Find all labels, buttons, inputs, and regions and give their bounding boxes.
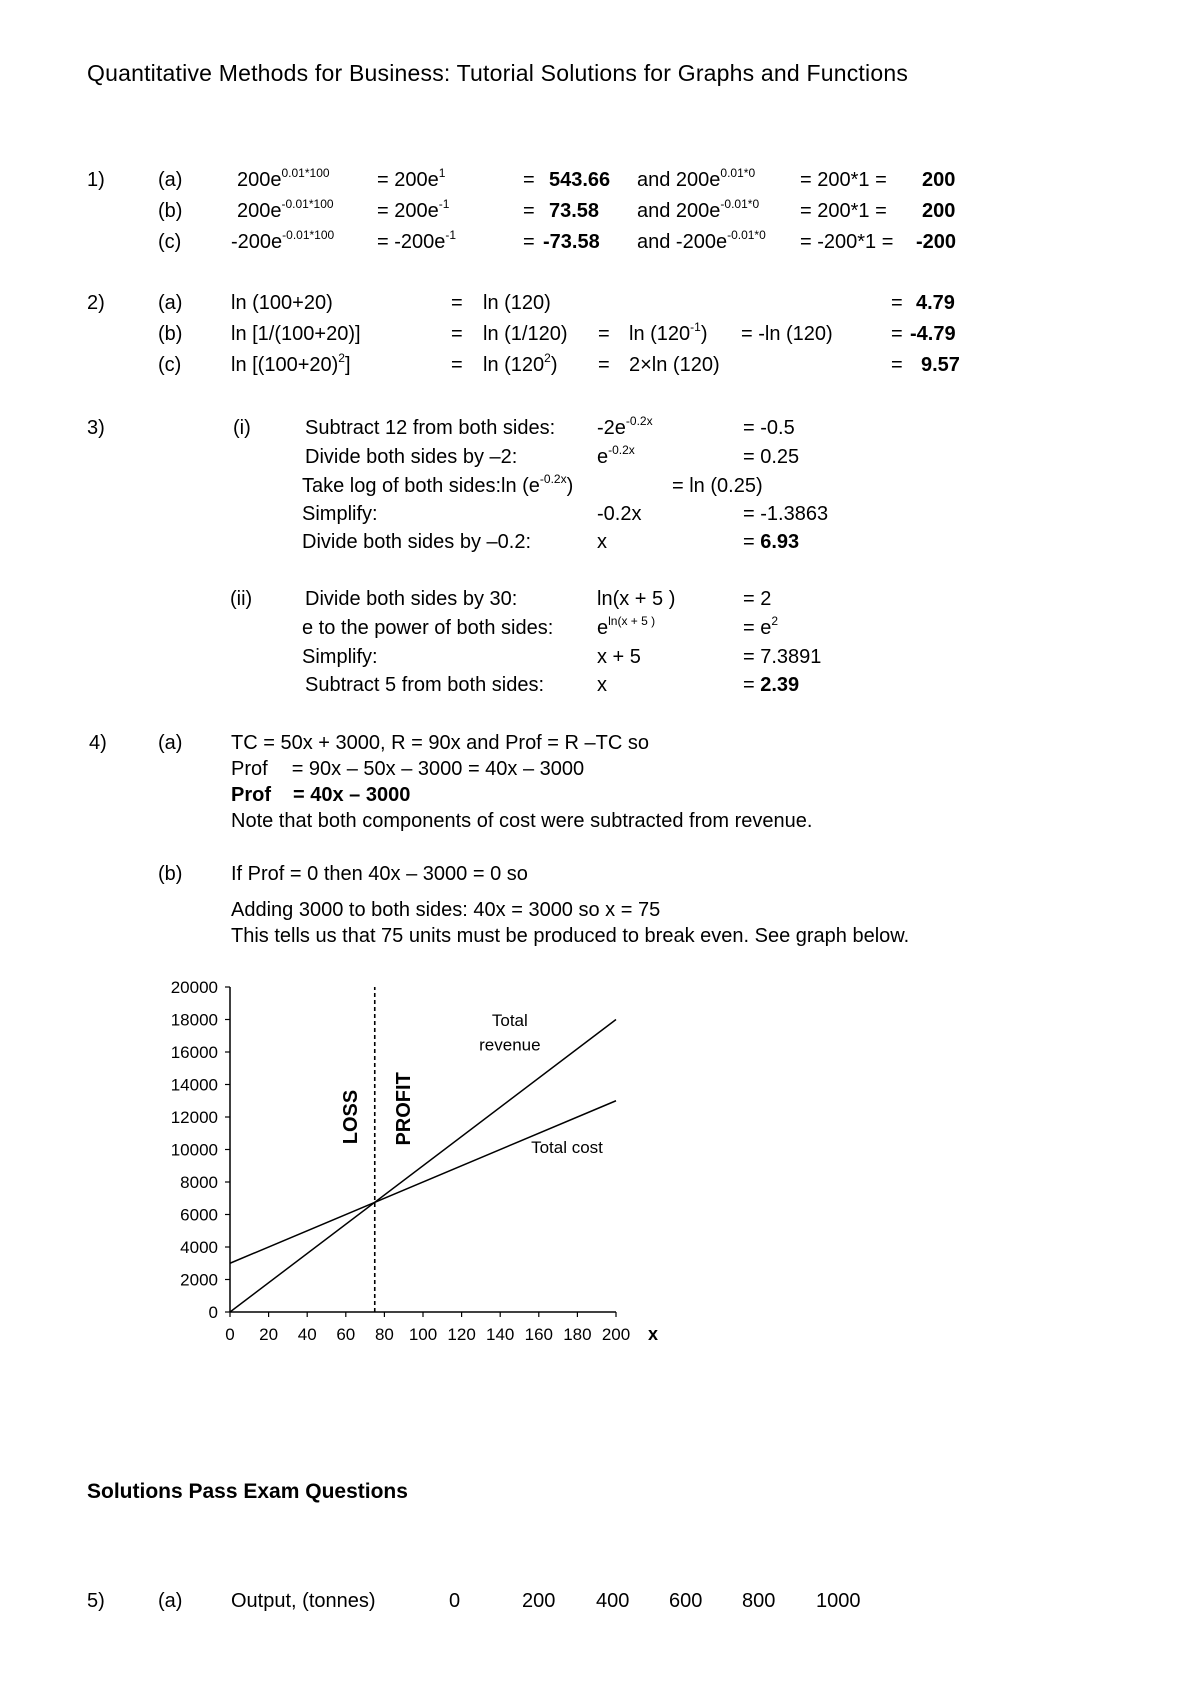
q1a-eq: = bbox=[523, 169, 535, 191]
q3i-step1-text: Subtract 12 from both sides: bbox=[305, 417, 556, 439]
q4-number: 4) bbox=[89, 732, 107, 754]
q1b-eq3: = 200*1 = bbox=[800, 200, 887, 222]
x-axis-label: x bbox=[647, 1324, 659, 1344]
q3ii-step1-text: Divide both sides by 30: bbox=[305, 588, 518, 610]
page-title bbox=[87, 62, 908, 85]
q2a-expr: ln (100+20) bbox=[231, 292, 333, 314]
q2a-eqr: = bbox=[891, 292, 903, 314]
q4a-label: (a) bbox=[158, 732, 183, 754]
q1a-base: $200e^{0.01*100}$ bbox=[237, 166, 330, 191]
profit-label: PROFIT bbox=[392, 1072, 415, 1146]
q3ii-step3-right: = 7.3891 bbox=[743, 646, 822, 668]
q1c-eq: = bbox=[523, 231, 535, 253]
q5-value-3: 600 bbox=[669, 1590, 703, 1612]
q2a-label: (a) bbox=[158, 292, 183, 314]
q5-value-1: 200 bbox=[522, 1590, 556, 1612]
q3i-step1-mid: $-2e^{-0.2x}$ bbox=[597, 414, 653, 439]
x-tick-label: 120 bbox=[447, 1325, 476, 1344]
q2b-step3: = -ln (120) bbox=[741, 323, 833, 345]
q3i-step5-text: Divide both sides by –0.2: bbox=[302, 531, 532, 553]
q2a-eq: = bbox=[451, 292, 463, 314]
q4a-line3: Prof = 40x – 3000 bbox=[231, 784, 411, 806]
q3ii-step4-mid: x bbox=[597, 674, 607, 696]
q3i-step3-right: = ln (0.25) bbox=[672, 475, 763, 497]
y-tick-label: 8000 bbox=[180, 1173, 218, 1192]
q2b-eq2: = bbox=[598, 323, 610, 345]
x-tick-label: 60 bbox=[336, 1325, 356, 1344]
q2c-eq: = bbox=[451, 354, 463, 376]
q2-number: 2) bbox=[87, 292, 105, 314]
q1-number: 1) bbox=[87, 169, 105, 191]
q3-i-label: (i) bbox=[233, 417, 251, 439]
x-tick-label: 80 bbox=[374, 1325, 394, 1344]
q3i-step4-text: Simplify: bbox=[302, 503, 378, 525]
q3ii-step3-text: Simplify: bbox=[302, 646, 378, 668]
q2b-eq: = bbox=[451, 323, 463, 345]
total-revenue-label-line2: revenue bbox=[479, 1035, 541, 1055]
section-heading: Solutions Pass Exam Questions bbox=[87, 1480, 408, 1503]
x-tick-label: 160 bbox=[524, 1325, 553, 1344]
q4b-line3: This tells us that 75 units must be produced to break even. See graph below. bbox=[231, 925, 910, 947]
q3ii-step4-right: = 2.39 bbox=[743, 674, 800, 696]
q3ii-step4-text: Subtract 5 from both sides: bbox=[305, 674, 545, 696]
q4a-line2: Prof = 90x – 50x – 3000 = 40x – 3000 bbox=[231, 758, 585, 780]
q3i-step5-right: = 6.93 bbox=[743, 531, 800, 553]
q3ii-step2-right: = $e^2$ bbox=[743, 614, 779, 639]
q3ii-step2-mid: $e^{ln(x + 5 )}$ bbox=[597, 614, 656, 639]
y-tick-label: 2000 bbox=[180, 1270, 218, 1290]
q3i-step2-mid: $e^{-0.2x}$ bbox=[597, 443, 635, 468]
q1b-label: (b) bbox=[158, 200, 183, 222]
y-tick-label: 14000 bbox=[170, 1075, 218, 1095]
q1c-step: = $-200e^{-1}$ bbox=[377, 228, 457, 253]
q4b-line2: Adding 3000 to both sides: 40x = 3000 so x = 75 bbox=[231, 899, 661, 921]
q3i-step1-right: = -0.5 bbox=[743, 417, 795, 439]
q3ii-step2-text: e to the power of both sides: bbox=[302, 617, 554, 639]
q3i-step2-text: Divide both sides by –2: bbox=[305, 446, 518, 468]
q5-value-2: 400 bbox=[596, 1590, 630, 1612]
q2c-step2: 2×ln (120) bbox=[629, 354, 720, 376]
q3i-step4-right: = -1.3863 bbox=[743, 503, 829, 525]
q5-number: 5) bbox=[87, 1590, 105, 1612]
q2a-result: 4.79 bbox=[916, 292, 955, 314]
q1b-base: $200e^{-0.01*100}$ bbox=[237, 197, 334, 222]
title-course: Quantitative Methods for Business bbox=[87, 60, 444, 86]
q3i-step4-mid: -0.2x bbox=[597, 503, 642, 525]
q1c-label: (c) bbox=[158, 231, 182, 253]
q3ii-step1-mid: ln(x + 5 ) bbox=[597, 588, 676, 610]
total-cost-label: Total cost bbox=[531, 1137, 603, 1157]
y-tick-label: 12000 bbox=[170, 1108, 218, 1127]
q5a-label: (a) bbox=[158, 1590, 183, 1612]
q2c-step1: $\ln (120^2)$ bbox=[483, 351, 558, 376]
q3i-step5-mid: x bbox=[597, 531, 607, 553]
x-tick-label: 40 bbox=[297, 1325, 317, 1344]
y-tick-label: 18000 bbox=[170, 1010, 218, 1030]
y-tick-label: 4000 bbox=[180, 1238, 218, 1257]
q1c-eq3: = -200*1 = bbox=[800, 231, 894, 253]
q3-ii-label: (ii) bbox=[230, 588, 253, 610]
q4b-label: (b) bbox=[158, 863, 183, 885]
q1a-label: (a) bbox=[158, 169, 183, 191]
q2c-expr: $\ln [(100+20)^2]$ bbox=[231, 351, 351, 376]
q1b-eq: = bbox=[523, 200, 535, 222]
x-tick-label: 140 bbox=[486, 1325, 515, 1344]
q2b-result: -4.79 bbox=[910, 323, 956, 345]
q5-value-0: 0 bbox=[449, 1590, 461, 1612]
q1a-and: and $200e^{0.01*0}$ bbox=[637, 166, 756, 191]
q1a-step: = $200e^1$ bbox=[377, 166, 446, 191]
q1a-result2: 200 bbox=[922, 169, 956, 191]
q2b-step1: ln (1/120) bbox=[483, 323, 568, 345]
x-tick-label: 200 bbox=[601, 1325, 631, 1344]
q2c-eq2: = bbox=[598, 354, 610, 376]
x-tick-label: 20 bbox=[259, 1325, 279, 1344]
q3-number: 3) bbox=[87, 417, 105, 439]
y-tick-label: 0 bbox=[208, 1303, 218, 1322]
q2b-step2: $\ln (120^{-1})$ bbox=[629, 320, 708, 345]
total-cost-line bbox=[230, 1101, 616, 1264]
q1c-result2: -200 bbox=[916, 231, 957, 253]
y-tick-label: 20000 bbox=[170, 978, 218, 997]
q2b-eqr: = bbox=[891, 323, 903, 345]
q1a-eq3: = 200*1 = bbox=[800, 169, 887, 191]
q2c-label: (c) bbox=[158, 354, 182, 376]
q2b-expr: ln [1/(100+20)] bbox=[231, 323, 361, 345]
q2c-result: 9.57 bbox=[921, 354, 960, 376]
q2b-label: (b) bbox=[158, 323, 183, 345]
title-subtitle: : Tutorial Solutions for Graphs and Functions bbox=[443, 60, 909, 86]
q3i-step3-text: Take log of both sides:ln $(e^{-0.2x})$ bbox=[302, 472, 574, 497]
breakeven-chart bbox=[130, 960, 690, 1350]
q1b-step: = $200e^{-1}$ bbox=[377, 197, 450, 222]
q2c-eqr: = bbox=[891, 354, 903, 376]
q5-value-5: 1000 bbox=[816, 1590, 861, 1612]
loss-label: LOSS bbox=[339, 1089, 362, 1145]
q1b-result: 73.58 bbox=[549, 200, 600, 222]
q5-value-4: 800 bbox=[742, 1590, 776, 1612]
q1c-result: -73.58 bbox=[543, 231, 600, 253]
x-tick-label: 100 bbox=[408, 1325, 438, 1344]
q3i-step2-right: = 0.25 bbox=[743, 446, 800, 468]
y-tick-label: 16000 bbox=[170, 1043, 218, 1062]
q1a-result: 543.66 bbox=[549, 169, 611, 191]
y-tick-label: 10000 bbox=[170, 1140, 218, 1160]
q1c-and: and $-200e^{-0.01*0}$ bbox=[637, 228, 766, 253]
q2a-step: ln (120) bbox=[483, 292, 551, 314]
q3ii-step3-mid: x + 5 bbox=[597, 646, 641, 668]
q4a-line1: TC = 50x + 3000, R = 90x and Prof = R –TC so bbox=[231, 732, 649, 754]
q4a-note: Note that both components of cost were subtracted from revenue. bbox=[231, 810, 813, 832]
x-tick-label: 0 bbox=[225, 1325, 235, 1344]
q5-row-label: Output, (tonnes) bbox=[231, 1590, 376, 1612]
q4b-line1: If Prof = 0 then 40x – 3000 = 0 so bbox=[231, 863, 528, 885]
q3ii-step1-right: = 2 bbox=[743, 588, 772, 610]
y-tick-label: 6000 bbox=[180, 1205, 218, 1225]
q1c-base: $-200e^{-0.01*100}$ bbox=[231, 228, 335, 253]
total-revenue-line bbox=[230, 1020, 616, 1313]
q1b-and: and $200e^{-0.01*0}$ bbox=[637, 197, 760, 222]
q1b-result2: 200 bbox=[922, 200, 956, 222]
total-revenue-label-line1: Total bbox=[491, 1011, 528, 1030]
x-tick-label: 180 bbox=[563, 1325, 592, 1344]
